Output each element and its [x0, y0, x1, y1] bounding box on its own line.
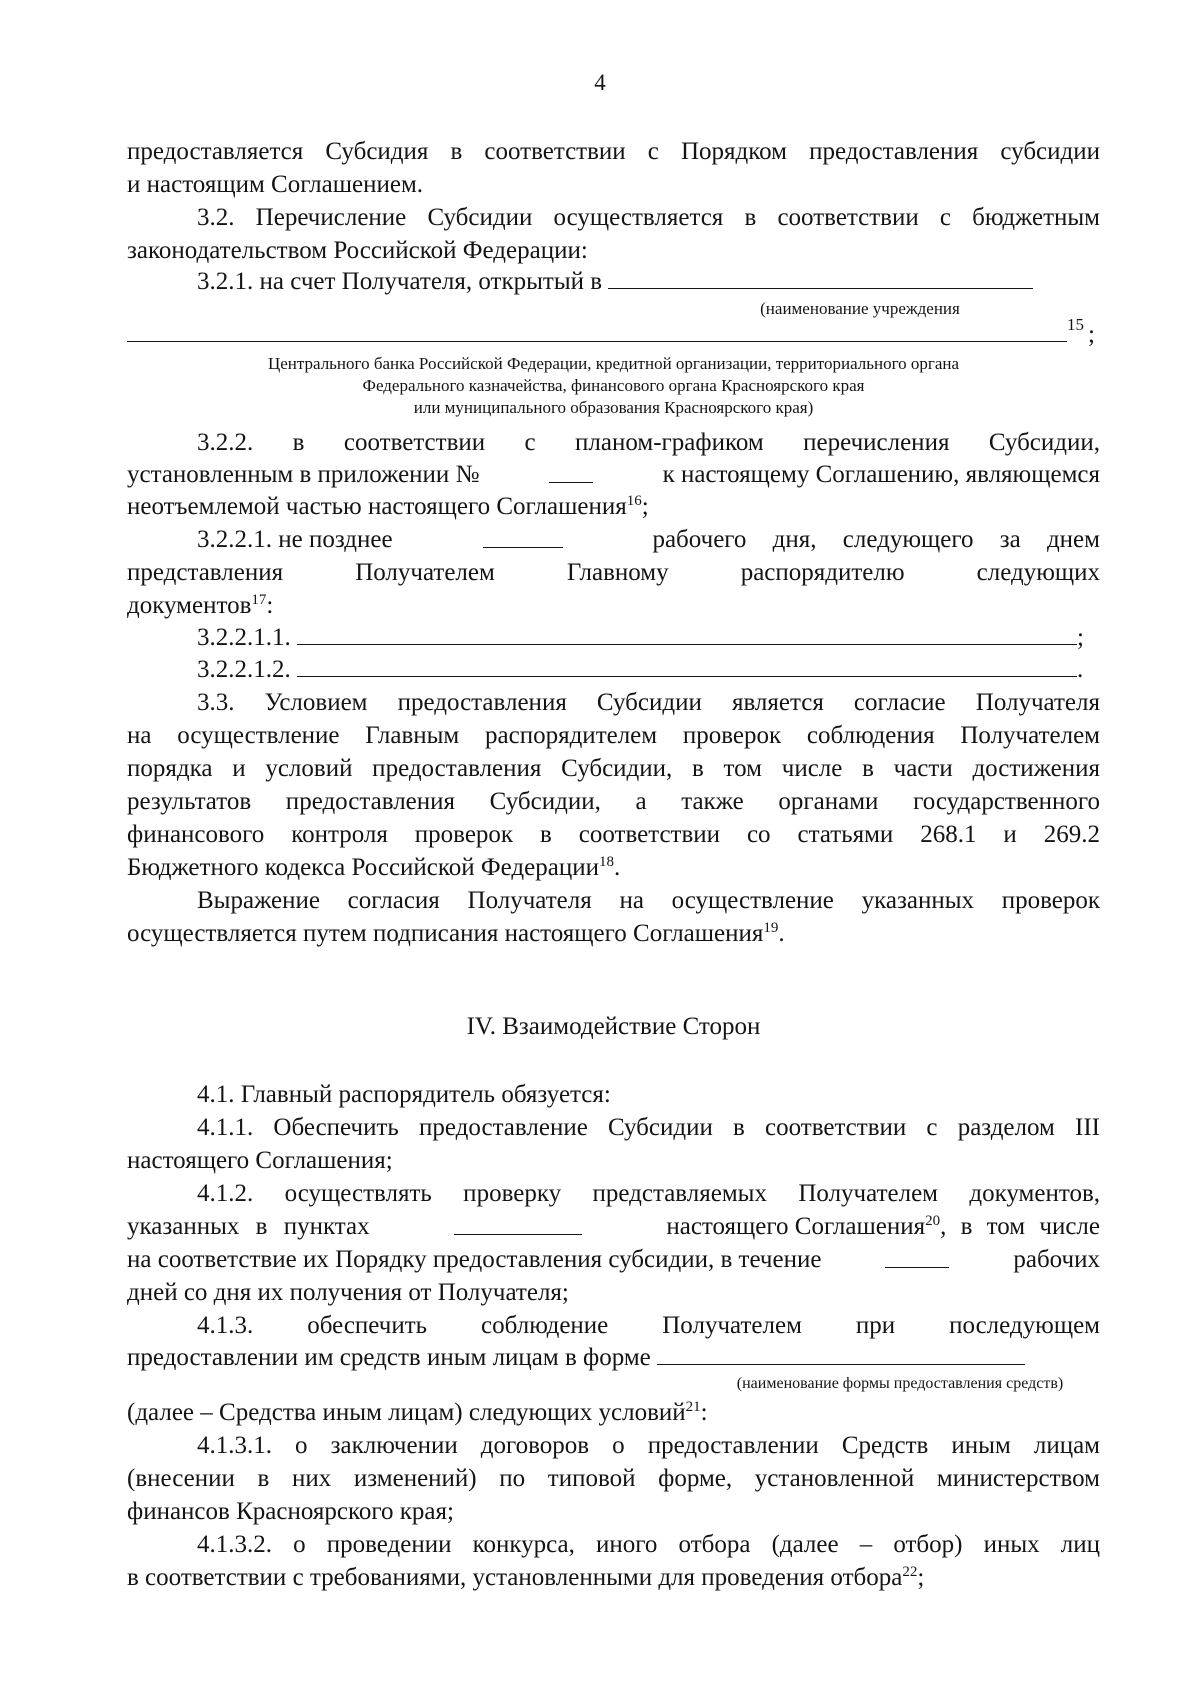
punctuation: : — [266, 592, 274, 619]
footnote-ref: 18 — [598, 854, 614, 870]
footnote-ref: 17 — [251, 592, 267, 608]
fill-in-blank — [297, 652, 1077, 677]
line-part: документов — [127, 592, 252, 619]
para-line: законодательством Российской Федерации: — [127, 237, 588, 264]
para-line: 4.1.1. Обеспечить предоставление Субсидии в соответствии с разделом III — [197, 1114, 1100, 1141]
para-line: финансов Красноярского края; — [127, 1498, 454, 1525]
clause-3-2-2-1-1 — [197, 620, 1100, 654]
punctuation: ; — [1088, 321, 1095, 348]
para-line — [127, 1340, 1100, 1374]
fill-in-line — [127, 341, 1067, 342]
line-part: установленным в приложении № — [127, 461, 480, 488]
footnote-ref: 22 — [902, 1564, 918, 1580]
para-line: Выражение согласия Получателя на осуществление указанных проверок — [197, 887, 1100, 914]
line-part: к настоящему Соглашению, являющемся — [662, 461, 1100, 488]
footnote-ref: 21 — [685, 1399, 701, 1415]
page-number: 4 — [594, 70, 606, 95]
punctuation: : — [700, 1399, 708, 1426]
para-line — [127, 917, 1100, 950]
para-line: результатов предоставления Субсидии, а также органами государственного — [127, 788, 1100, 815]
punctuation: . — [613, 854, 621, 881]
line-part: настоящего Соглашения — [666, 1213, 926, 1240]
para-line — [197, 523, 1100, 556]
line-part: 3.2.2.1. не позднее — [197, 526, 393, 553]
fill-in-blank — [549, 458, 593, 483]
field-caption: Центрального банка Российской Федерации, кредитной организации, территориального органа — [267, 354, 960, 373]
clause-3-2-1 — [197, 264, 1100, 298]
clause-text: 3.2.1. на счет Получателя, открытый в — [197, 268, 603, 295]
footnote-ref: 19 — [763, 920, 779, 936]
para-line — [127, 851, 1100, 884]
para-line — [127, 490, 1100, 523]
punctuation: ; — [641, 493, 649, 520]
punctuation: ; — [917, 1564, 925, 1591]
clause-3-2-2-1-2 — [197, 652, 1100, 686]
para-line: 3.2.2. в соответствии с планом-графиком перечисления Субсидии, — [197, 429, 1100, 456]
clause-text: 3.2.2.1.1. — [197, 624, 291, 651]
fill-in-blank — [483, 523, 563, 548]
para-line: 4.1.3.2. о проведении конкурса, иного отбора (далее – отбор) иных лиц — [197, 1531, 1100, 1558]
line-part: предоставлении им средств иным лицам в форме — [127, 1344, 651, 1371]
fill-in-blank — [657, 1340, 1025, 1365]
line-part: Бюджетного кодекса Российской Федерации — [127, 854, 599, 881]
field-caption: (наименование учреждения — [760, 299, 960, 318]
line-part: (далее – Средства иным лицам) следующих условий — [127, 1399, 686, 1426]
para-line — [127, 1210, 1100, 1243]
para-line — [127, 1561, 1100, 1594]
para-line: и настоящим Соглашением. — [127, 171, 424, 198]
para-line: 4.1. Главный распорядитель обязуется: — [197, 1081, 611, 1108]
para-line — [127, 1243, 1100, 1276]
punctuation: ; — [1077, 624, 1084, 651]
para-line — [127, 1396, 1100, 1429]
para-line — [127, 589, 1100, 622]
punctuation: . — [778, 920, 785, 947]
footnote-ref: 20 — [925, 1213, 941, 1229]
para-line: на осуществление Главным распорядителем проверок соблюдения Получателем — [127, 722, 1100, 749]
para-line — [127, 458, 1100, 491]
para-line: дней со дня их получения от Получателя; — [127, 1279, 569, 1306]
para-line: 3.3. Условием предоставления Субсидии является согласие Получателя — [197, 689, 1100, 716]
footnote-ref: 15 — [1067, 315, 1084, 334]
footnote-ref: 16 — [626, 493, 642, 509]
field-caption: или муниципального образования Красноярского края) — [413, 398, 814, 417]
line-part — [666, 1210, 1100, 1243]
para-line: 4.1.3. обеспечить соблюдение Получателем при последующем — [197, 1312, 1100, 1339]
fill-in-blank — [297, 620, 1077, 645]
para-line: 4.1.3.1. о заключении договоров о предоставлении Средств иным лицам — [197, 1432, 1100, 1459]
para-line: (внесении в них изменений) по типовой форме, установленной министерством — [127, 1465, 1100, 1492]
fill-in-blank — [885, 1243, 949, 1268]
section-heading: IV. Взаимодействие Сторон — [466, 1013, 761, 1040]
clause-text: 3.2.2.1.2. — [197, 656, 291, 683]
line-part: осуществляется путем подписания настоящего Соглашения — [127, 920, 764, 947]
line-part: в соответствии с требованиями, установленными для проведения отбора — [127, 1564, 903, 1591]
line-part: на соответствие их Порядку предоставления субсидии, в течение — [127, 1246, 822, 1273]
para-line: 3.2. Перечисление Субсидии осуществляется в соответствии с бюджетным — [197, 204, 1100, 231]
punctuation: . — [1077, 656, 1084, 683]
line-part: рабочего дня, следующего за днем — [652, 526, 1100, 553]
line-part: указанных в пунктах — [127, 1213, 370, 1240]
fill-in-blank — [454, 1210, 582, 1235]
field-caption: Федерального казначейства, финансового органа Красноярского края — [362, 376, 865, 395]
line-part: неотъемлемой частью настоящего Соглашения — [127, 493, 627, 520]
line-part: рабочих — [1013, 1246, 1100, 1273]
para-line: предоставляется Субсидия в соответствии с Порядком предоставления субсидии — [127, 138, 1100, 165]
para-line: настоящего Соглашения; — [127, 1147, 393, 1174]
para-line: порядка и условий предоставления Субсидии, в том числе в части достижения — [127, 755, 1100, 782]
para-line: представления Получателем Главному распорядителю следующих — [127, 559, 1100, 586]
fill-in-blank — [608, 264, 1033, 289]
line-part: , в том числе — [940, 1213, 1100, 1240]
para-line: 4.1.2. осуществлять проверку представляемых Получателем документов, — [197, 1180, 1100, 1207]
para-line: финансового контроля проверок в соответствии со статьями 268.1 и 269.2 — [127, 821, 1100, 848]
field-caption: (наименование формы предоставления средств) — [736, 1375, 1064, 1392]
